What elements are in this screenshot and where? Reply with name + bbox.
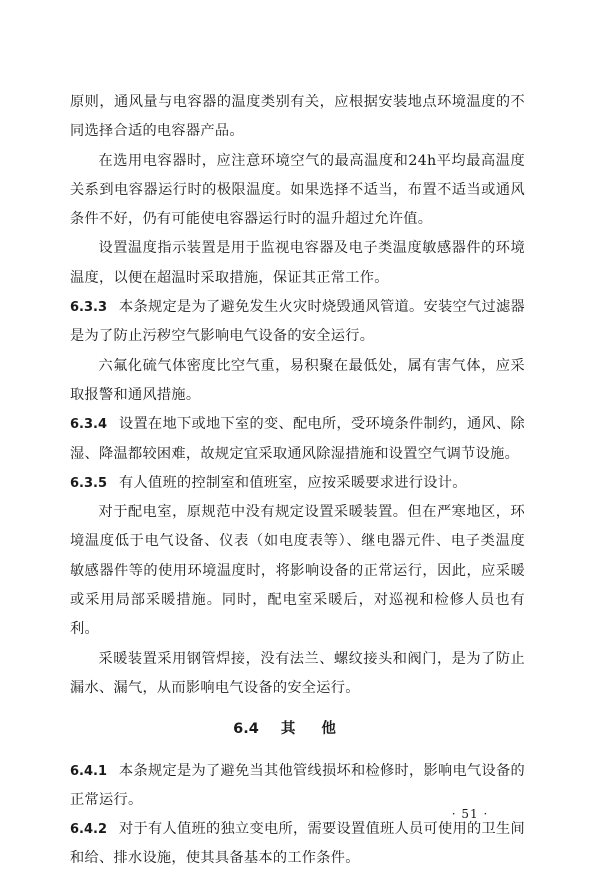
- clause-paragraph: [70, 469, 525, 498]
- clause-paragraph: [70, 293, 525, 352]
- paragraph-text: 原则，通风量与电容器的温度类别有关，应根据安装地点环境温度的不同选择合适的电容器产品。: [70, 94, 525, 140]
- clause-number: 6.4.1: [70, 763, 108, 779]
- paragraph-text: 本条规定是为了避免发生火灾时烧毁通风管道。安装空气过滤器是为了防止污秽空气影响电气设备的安全运行。: [70, 299, 525, 345]
- paragraph-text: 采暖装置采用钢管焊接，没有法兰、螺纹接头和阀门，是为了防止漏水、漏气，从而影响电气设备的安全运行。: [70, 650, 525, 696]
- section-title: 其他: [280, 721, 362, 738]
- page-content: [70, 88, 525, 874]
- paragraph-text: 有人值班的控制室和值班室，应按采暖要求进行设计。: [119, 474, 467, 491]
- paragraph: [70, 234, 525, 293]
- paragraph-text: 对于有人值班的独立变电所，需要设置值班人员可使用的卫生间和给、排水设施，使其具备基本的工作条件。: [70, 821, 525, 867]
- page-number: · 51 ·: [451, 807, 489, 821]
- clause-paragraph: [70, 410, 525, 469]
- paragraph-text: 在选用电容器时，应注意环境空气的最高温度和24h平均最高温度关系到电容器运行时的极限温度。如果选择不适当，布置不适当或通风条件不好，仍有可能使电容器运行时的温升超过允许值。: [70, 152, 525, 228]
- paragraph-text: 设置在地下或地下室的变、配电所，受环境条件制约，通风、除湿、降温都较困难，故规定宜采取通风除湿措施和设置空气调节设施。: [70, 416, 525, 462]
- clause-number: 6.3.5: [70, 475, 108, 491]
- paragraph-text: 六氟化硫气体密度比空气重，易积聚在最低处，属有害气体，应采取报警和通风措施。: [70, 357, 525, 403]
- paragraph-text: 设置温度指示装置是用于监视电容器及电子类温度敏感器件的环境温度，以便在超温时采取措施，保证其正常工作。: [70, 240, 525, 286]
- clause-paragraph: [70, 815, 525, 874]
- paragraph: [70, 498, 525, 644]
- clause-number: 6.4.2: [70, 822, 108, 838]
- paragraph-text: 本条规定是为了避免当其他管线损坏和检修时，影响电气设备的正常运行。: [70, 762, 525, 808]
- paragraph: [70, 88, 525, 147]
- paragraph: [70, 352, 525, 411]
- paragraph-text: 对于配电室，原规范中没有规定设置采暖装置。但在严寒地区，环境温度低于电气设备、仪表（如电度表等）、继电器元件、电子类温度敏感器件等的使用环境温度时，将影响设备的正常运行，因此，应采暖或采用局部采暖措施。同时，配电室采暖后，对巡视和检修人员也有利。: [70, 504, 525, 638]
- section-number: 6.4: [233, 721, 259, 738]
- paragraph: [70, 147, 525, 235]
- clause-number: 6.3.3: [70, 300, 108, 316]
- clause-number: 6.3.4: [70, 417, 108, 433]
- paragraph: [70, 645, 525, 704]
- section-heading: [70, 715, 525, 744]
